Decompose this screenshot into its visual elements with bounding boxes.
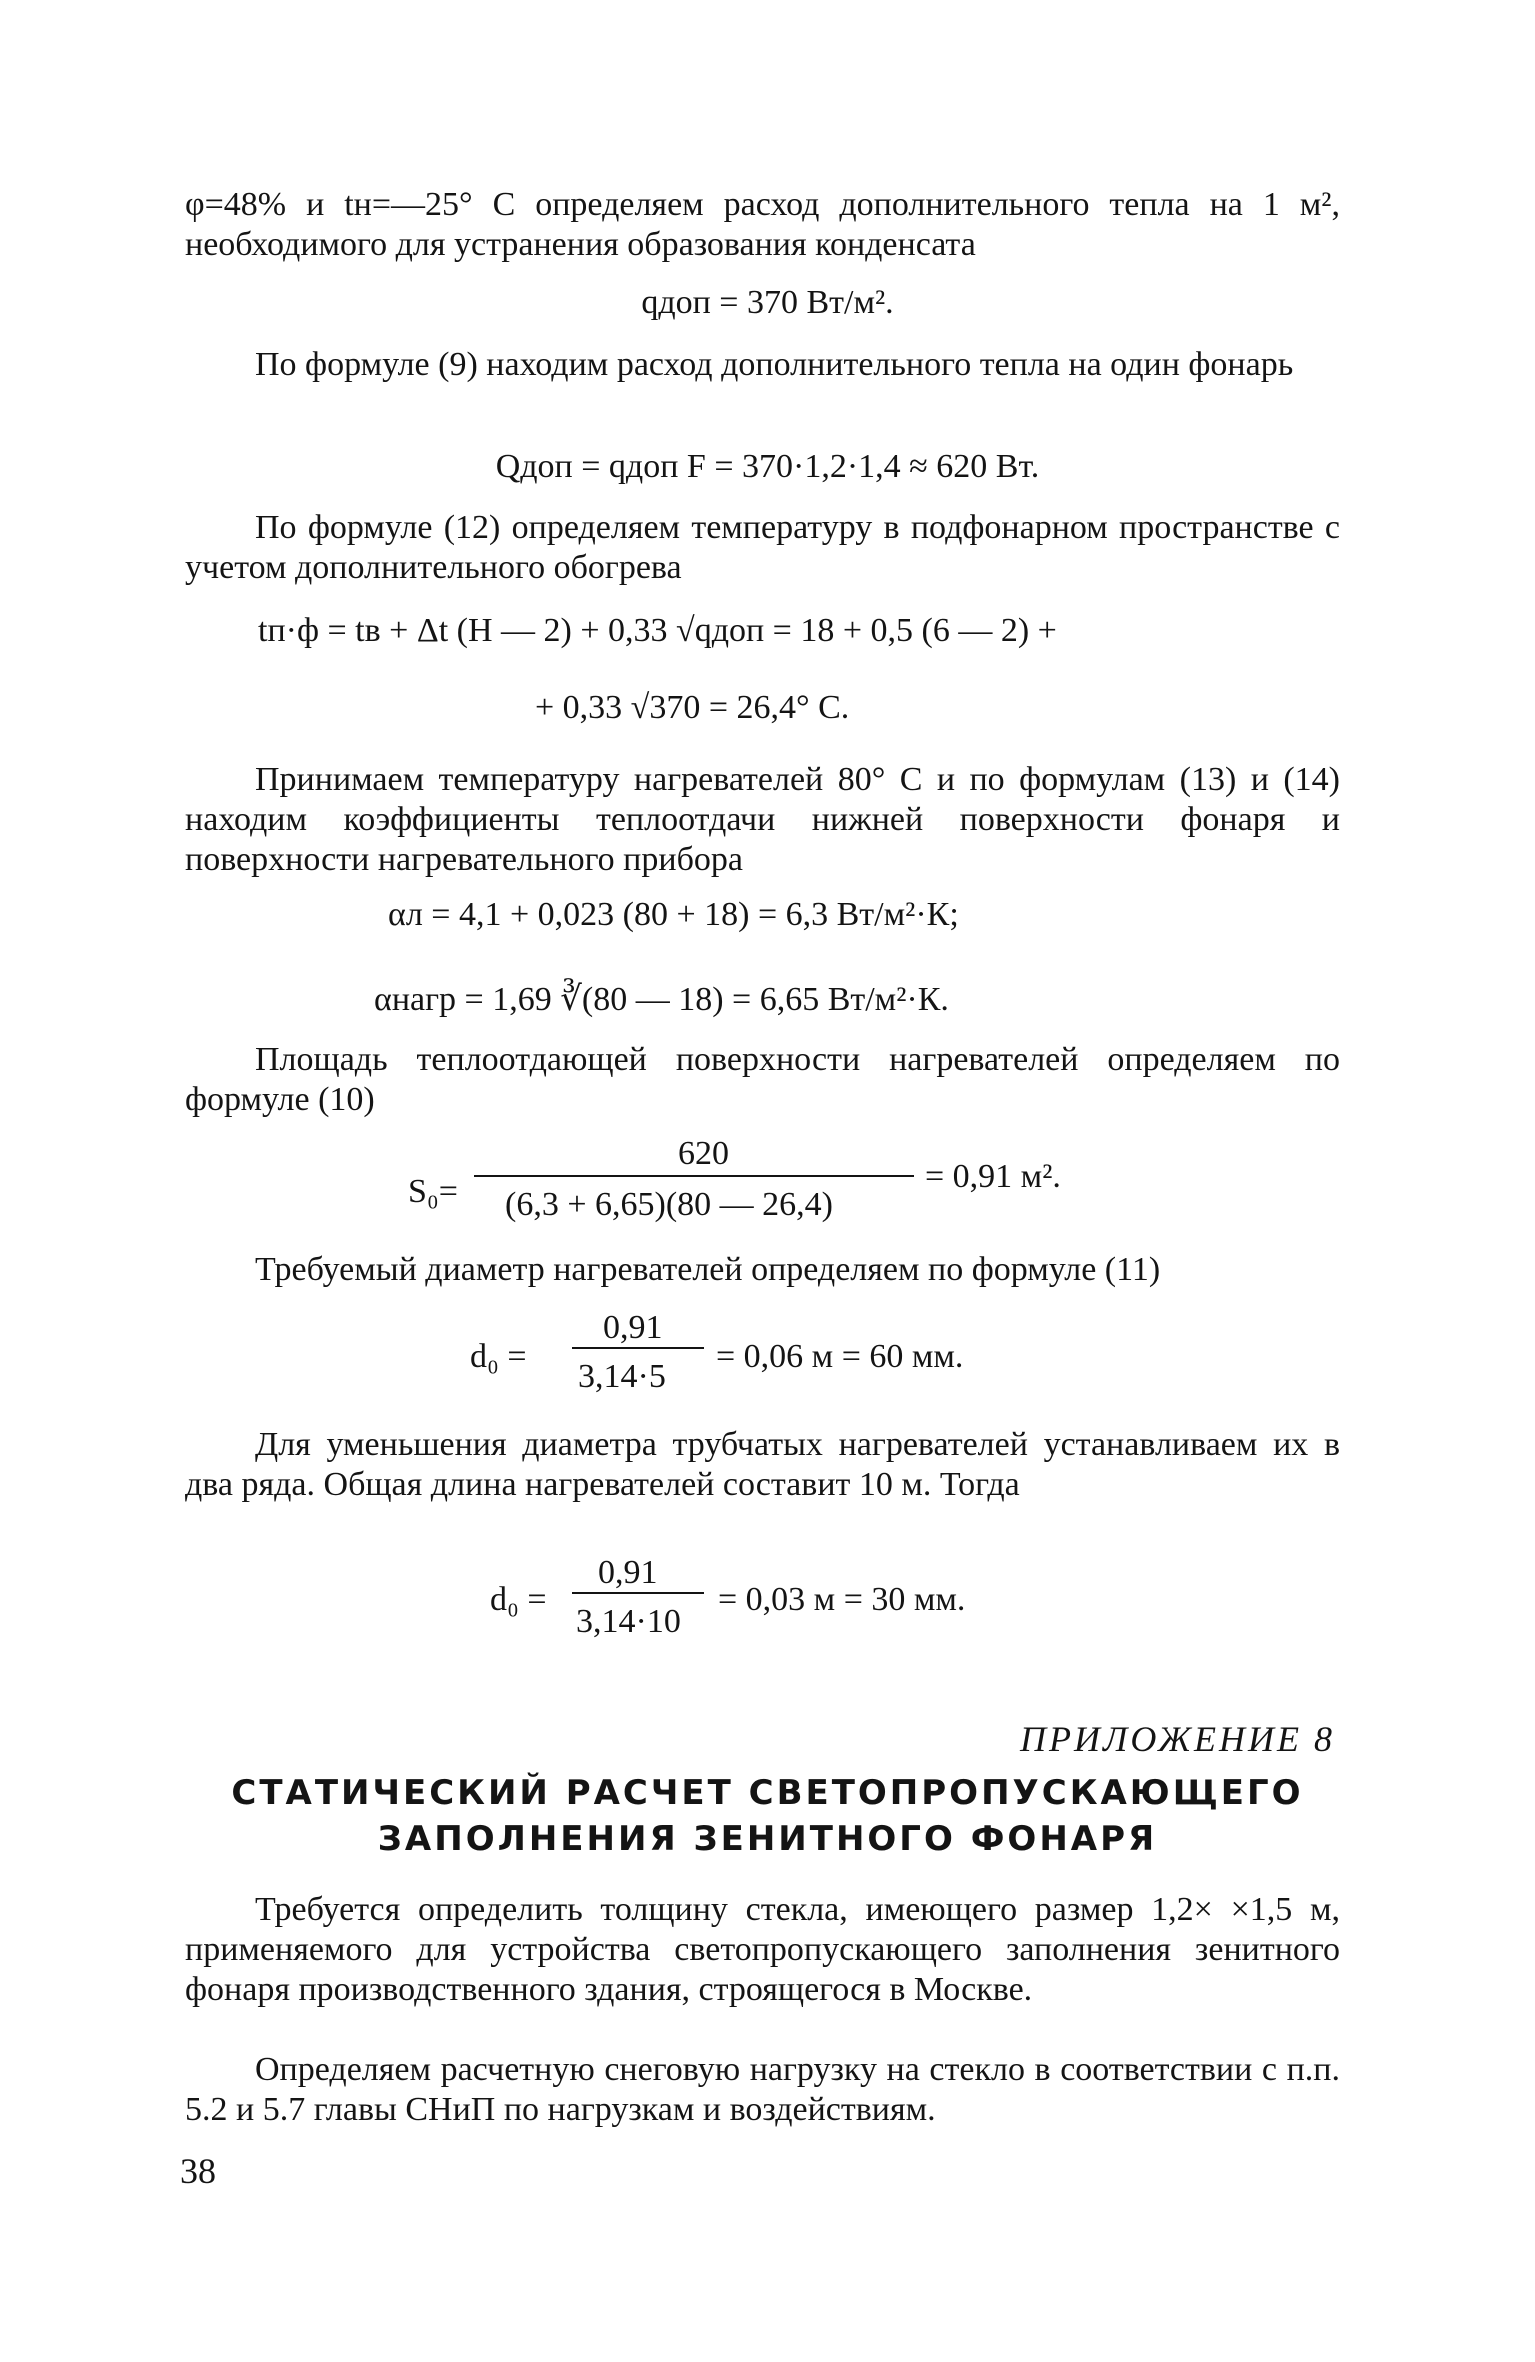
S0-fraction-bar	[474, 1175, 914, 1177]
d0-lhs: d₀ =	[470, 1338, 527, 1375]
equation-Q-dop: Qдоп = qдоп F = 370·1,2·1,4 ≈ 620 Вт.	[495, 448, 1040, 485]
equation-q-dop: qдоп = 370 Вт/м².	[641, 284, 894, 321]
d0-2-rhs: = 0,03 м = 30 мм.	[718, 1581, 966, 1618]
paragraph-9: Определяем расчетную снеговую нагрузку на стекло в соответствии с п.п. 5.2 и 5.7 главы СНиП по нагрузкам и воздействиям.	[185, 2051, 1340, 2128]
equation-t-pf-line1: tп·ф = tв + Δt (H — 2) + 0,33 √qдоп = 18 + 0,5 (6 — 2) +	[258, 612, 1057, 649]
d0-fraction-bar	[572, 1347, 704, 1349]
equation-alpha-l: αл = 4,1 + 0,023 (80 + 18) = 6,3 Вт/м²·К;	[388, 896, 959, 933]
appendix-label: ПРИЛОЖЕНИЕ 8	[1020, 1719, 1335, 1759]
S0-lhs: S₀=	[408, 1173, 458, 1210]
paragraph-8: Требуется определить толщину стекла, имеющего размер 1,2× ×1,5 м, применяемого для устройства светопропускающего заполнения зенитного фонаря производственного здания, строящегося в Москве.	[185, 1891, 1340, 2008]
paragraph-2: По формуле (9) находим расход дополнительного тепла на один фонарь	[255, 346, 1294, 383]
d0-rhs: = 0,06 м = 60 мм.	[716, 1338, 964, 1375]
S0-denominator: (6,3 + 6,65)(80 — 26,4)	[505, 1186, 833, 1223]
paragraph-1: φ=48% и tн=—25° С определяем расход дополнительного тепла на 1 м², необходимого для устранения образования конденсата	[185, 186, 1340, 263]
d0-2-lhs: d₀ =	[490, 1581, 547, 1618]
d0-2-numerator: 0,91	[598, 1554, 658, 1591]
d0-2-fraction-bar	[572, 1592, 704, 1594]
section-heading-line-2: ЗАПОЛНЕНИЯ ЗЕНИТНОГО ФОНАРЯ	[377, 1819, 1158, 1859]
S0-rhs: = 0,91 м².	[925, 1158, 1061, 1195]
paragraph-5: Площадь теплоотдающей поверхности нагревателей определяем по формуле (10)	[185, 1041, 1340, 1118]
d0-2-denominator: 3,14·10	[576, 1603, 681, 1640]
d0-numerator: 0,91	[603, 1309, 663, 1346]
d0-denominator: 3,14·5	[578, 1358, 666, 1395]
page-number: 38	[180, 2151, 216, 2191]
paragraph-4: Принимаем температуру нагревателей 80° С и по формулам (13) и (14) находим коэффициенты теплоотдачи нижней поверхности фонаря и поверхности нагревательного прибора	[185, 761, 1340, 878]
paragraph-3: По формуле (12) определяем температуру в подфонарном пространстве с учетом дополнительного обогрева	[185, 509, 1340, 586]
S0-numerator: 620	[678, 1135, 729, 1172]
paragraph-6: Требуемый диаметр нагревателей определяем по формуле (11)	[255, 1251, 1161, 1288]
equation-alpha-nagr: αнагр = 1,69 ∛(80 — 18) = 6,65 Вт/м²·К.	[374, 981, 949, 1018]
equation-t-pf-line2: + 0,33 √370 = 26,4° С.	[535, 689, 850, 726]
paragraph-7: Для уменьшения диаметра трубчатых нагревателей устанавливаем их в два ряда. Общая длина нагревателей составит 10 м. Тогда	[185, 1426, 1340, 1503]
section-heading-line-1: СТАТИЧЕСКИЙ РАСЧЕТ СВЕТОПРОПУСКАЮЩЕГО	[231, 1773, 1304, 1813]
